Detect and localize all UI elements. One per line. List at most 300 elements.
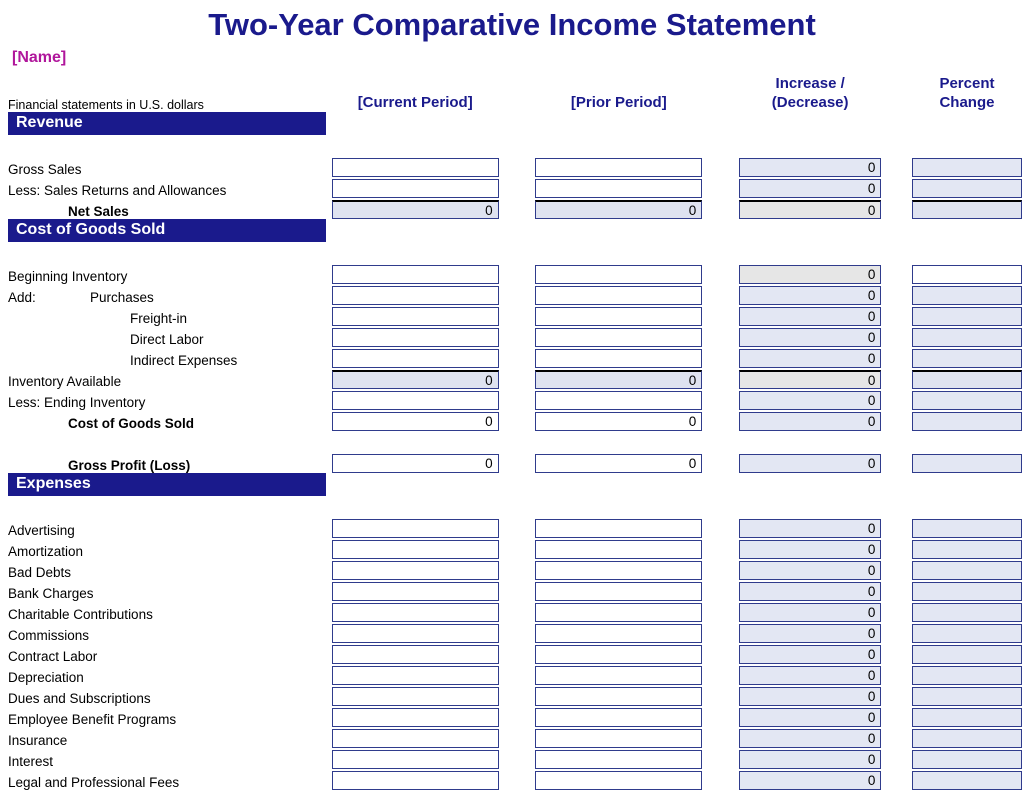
percent-change-value-cell [912, 305, 1022, 326]
row-label: Indirect Expenses [130, 353, 238, 368]
gap [702, 538, 739, 559]
table-row [8, 284, 1022, 305]
section-banner-label: Cost of Goods Sold [8, 219, 326, 242]
gap [881, 601, 912, 622]
increase-decrease-value[interactable]: 0 [739, 265, 882, 284]
current-period-value[interactable] [332, 687, 499, 706]
gap [881, 452, 912, 473]
current-period-value-cell [332, 368, 499, 389]
increase-decrease-value-cell [739, 410, 882, 431]
increase-decrease-value-cell [739, 643, 882, 664]
prior-period-value-cell [535, 559, 702, 580]
gap [499, 517, 536, 538]
gap [499, 68, 536, 112]
increase-decrease-value[interactable]: 0 [739, 286, 882, 305]
current-period-value[interactable] [332, 307, 499, 326]
current-period-value[interactable]: 0 [332, 454, 499, 473]
increase-decrease-value[interactable]: 0 [739, 561, 882, 580]
table-row [8, 643, 1022, 664]
row-label: Less: Sales Returns and Allowances [8, 183, 227, 198]
row-label: Freight-in [130, 311, 188, 326]
gap [702, 727, 739, 748]
prior-period-value-cell [535, 769, 702, 790]
table-row [8, 601, 1022, 622]
increase-decrease-value-cell [739, 389, 882, 410]
percent-change-value[interactable] [912, 603, 1022, 622]
increase-decrease-value[interactable]: 0 [739, 771, 882, 790]
prior-period-value-cell [535, 326, 702, 347]
current-period-value[interactable] [332, 328, 499, 347]
table-row [8, 305, 1022, 326]
current-period-value[interactable]: 0 [332, 412, 499, 431]
gap [499, 452, 536, 473]
current-period-value[interactable] [332, 708, 499, 727]
increase-decrease-value-cell [739, 559, 882, 580]
percent-change-value[interactable] [912, 582, 1022, 601]
percent-change-value-cell [912, 263, 1022, 284]
increase-decrease-value[interactable]: 0 [739, 179, 882, 198]
table-row [8, 263, 1022, 284]
percent-change-value[interactable] [912, 624, 1022, 643]
current-period-value[interactable] [332, 666, 499, 685]
row-label: Cost of Goods Sold [68, 416, 194, 431]
gap [702, 706, 739, 727]
percent-change-value[interactable] [912, 708, 1022, 727]
increase-decrease-value[interactable]: 0 [739, 158, 882, 177]
gap [702, 284, 739, 305]
gap [332, 112, 499, 135]
percent-change-value-cell [912, 622, 1022, 643]
section-banner-revenue [8, 112, 326, 135]
increase-decrease-value[interactable]: 0 [739, 645, 882, 664]
prior-period-value[interactable] [535, 708, 702, 727]
gap [702, 347, 739, 368]
increase-decrease-value[interactable]: 0 [739, 603, 882, 622]
row-label: Gross Sales [8, 162, 82, 177]
company-name-placeholder[interactable]: [Name] [12, 49, 67, 66]
gap [881, 326, 912, 347]
increase-decrease-value-cell [739, 601, 882, 622]
prior-period-value-cell [535, 601, 702, 622]
prior-period-value-cell [535, 368, 702, 389]
gap [739, 473, 882, 496]
column-header-increase-decrease: Increase / (Decrease) [771, 75, 849, 111]
percent-change-value[interactable] [912, 687, 1022, 706]
table-row [8, 452, 1022, 473]
prior-period-value-cell [535, 538, 702, 559]
percent-change-value-cell [912, 198, 1022, 219]
gap [881, 473, 912, 496]
gap [881, 517, 912, 538]
current-period-value-cell [332, 410, 499, 431]
gap [881, 177, 912, 198]
table-row [8, 326, 1022, 347]
row-label: Bank Charges [8, 586, 94, 601]
column-header-prior-period: [Prior Period] [570, 94, 667, 111]
row-label: Dues and Subscriptions [8, 691, 151, 706]
current-period-value[interactable] [332, 561, 499, 580]
table-row [8, 685, 1022, 706]
current-period-value-cell [332, 727, 499, 748]
increase-decrease-value-cell [739, 517, 882, 538]
prior-period-value[interactable] [535, 158, 702, 177]
prior-period-value[interactable] [535, 179, 702, 198]
percent-change-value-cell [912, 685, 1022, 706]
gap [499, 559, 536, 580]
increase-decrease-value-cell [739, 347, 882, 368]
gap [499, 473, 536, 496]
increase-decrease-value[interactable]: 0 [739, 666, 882, 685]
current-period-value[interactable] [332, 645, 499, 664]
row-label: Contract Labor [8, 649, 98, 664]
gap [702, 410, 739, 431]
current-period-value[interactable] [332, 349, 499, 368]
current-period-value-cell [332, 622, 499, 643]
percent-change-value-cell [912, 748, 1022, 769]
gap [881, 198, 912, 219]
current-period-value[interactable] [332, 391, 499, 410]
prior-period-value[interactable] [535, 582, 702, 601]
current-period-value[interactable]: 0 [332, 200, 499, 219]
gap [499, 326, 536, 347]
prior-period-value-cell [535, 389, 702, 410]
prior-period-value[interactable] [535, 391, 702, 410]
increase-decrease-value[interactable]: 0 [739, 750, 882, 769]
increase-decrease-value-cell [739, 727, 882, 748]
percent-change-value-cell [912, 156, 1022, 177]
page-title: Two-Year Comparative Income Statement [208, 7, 816, 42]
prior-period-value[interactable] [535, 771, 702, 790]
current-period-value[interactable] [332, 265, 499, 284]
gap [499, 219, 536, 242]
prior-period-value[interactable] [535, 666, 702, 685]
gap [881, 769, 912, 790]
column-header-percent-change: Percent Change [939, 75, 995, 111]
prior-period-value[interactable] [535, 519, 702, 538]
current-period-value[interactable] [332, 771, 499, 790]
gap [332, 473, 499, 496]
gap [912, 219, 1022, 242]
prior-period-value-cell [535, 198, 702, 219]
gap [499, 156, 536, 177]
gap [881, 284, 912, 305]
current-period-value[interactable] [332, 519, 499, 538]
increase-decrease-value-cell [739, 664, 882, 685]
current-period-value-cell [332, 452, 499, 473]
percent-change-value[interactable] [912, 328, 1022, 347]
section-banner-row [8, 473, 1022, 496]
table-row [8, 410, 1022, 431]
current-period-value-cell [332, 389, 499, 410]
row-label: Depreciation [8, 670, 84, 685]
prior-period-value[interactable] [535, 286, 702, 305]
table-row [8, 368, 1022, 389]
current-period-value[interactable] [332, 603, 499, 622]
percent-change-value[interactable] [912, 540, 1022, 559]
increase-decrease-value[interactable]: 0 [739, 412, 882, 431]
table-row [8, 622, 1022, 643]
table-row [8, 559, 1022, 580]
table-row [8, 156, 1022, 177]
increase-decrease-value[interactable]: 0 [739, 454, 882, 473]
row-label: Less: Ending Inventory [8, 395, 146, 410]
current-period-value[interactable] [332, 582, 499, 601]
gap [499, 706, 536, 727]
section-banner-row [8, 112, 1022, 135]
percent-change-value[interactable] [912, 200, 1022, 219]
prior-period-value-cell [535, 284, 702, 305]
current-period-value-cell [332, 326, 499, 347]
percent-change-value[interactable] [912, 771, 1022, 790]
increase-decrease-value-cell [739, 156, 882, 177]
increase-decrease-value-cell [739, 685, 882, 706]
gap [881, 685, 912, 706]
percent-change-value-cell [912, 727, 1022, 748]
increase-decrease-value-cell [739, 284, 882, 305]
current-period-value-cell [332, 305, 499, 326]
percent-change-value[interactable] [912, 265, 1022, 284]
row-label: Inventory Available [8, 374, 122, 389]
row-label: Gross Profit (Loss) [68, 458, 191, 473]
gap [499, 769, 536, 790]
current-period-value[interactable] [332, 750, 499, 769]
row-label-prefix: Add: [8, 290, 36, 305]
current-period-value-cell [332, 198, 499, 219]
percent-change-value[interactable] [912, 561, 1022, 580]
percent-change-value-cell [912, 538, 1022, 559]
current-period-value-cell [332, 559, 499, 580]
gap [881, 622, 912, 643]
gap [499, 538, 536, 559]
increase-decrease-value[interactable]: 0 [739, 687, 882, 706]
gap [499, 305, 536, 326]
gap [702, 219, 739, 242]
percent-change-value[interactable] [912, 349, 1022, 368]
gap [499, 748, 536, 769]
increase-decrease-value-cell [739, 622, 882, 643]
table-row [8, 727, 1022, 748]
gap [881, 643, 912, 664]
increase-decrease-value-cell [739, 368, 882, 389]
gap [499, 177, 536, 198]
prior-period-value[interactable]: 0 [535, 454, 702, 473]
gap [881, 156, 912, 177]
current-period-value[interactable] [332, 286, 499, 305]
gap [702, 685, 739, 706]
prior-period-value[interactable] [535, 624, 702, 643]
percent-change-value-cell [912, 706, 1022, 727]
percent-change-value[interactable] [912, 307, 1022, 326]
gap [535, 112, 702, 135]
gap [881, 347, 912, 368]
percent-change-value[interactable] [912, 519, 1022, 538]
section-banner-label: Revenue [8, 112, 326, 135]
gap [499, 643, 536, 664]
increase-decrease-value-cell [739, 452, 882, 473]
prior-period-value[interactable]: 0 [535, 200, 702, 219]
prior-period-value[interactable] [535, 307, 702, 326]
prior-period-value[interactable] [535, 561, 702, 580]
gap [739, 219, 882, 242]
spacer [8, 496, 1022, 517]
prior-period-value-cell [535, 580, 702, 601]
increase-decrease-value[interactable]: 0 [739, 200, 882, 219]
percent-change-value[interactable] [912, 729, 1022, 748]
row-label: Charitable Contributions [8, 607, 153, 622]
gap [499, 685, 536, 706]
percent-change-value-cell [912, 580, 1022, 601]
increase-decrease-value[interactable]: 0 [739, 540, 882, 559]
percent-change-value[interactable] [912, 370, 1022, 389]
gap [499, 580, 536, 601]
prior-period-value-cell [535, 664, 702, 685]
gap [881, 68, 912, 112]
prior-period-value[interactable] [535, 265, 702, 284]
increase-decrease-value[interactable]: 0 [739, 708, 882, 727]
prior-period-value[interactable] [535, 687, 702, 706]
gap [702, 177, 739, 198]
gap [535, 219, 702, 242]
gap [702, 664, 739, 685]
row-label [8, 284, 326, 305]
current-period-value-cell [332, 664, 499, 685]
gap [702, 263, 739, 284]
table-row [8, 769, 1022, 790]
increase-decrease-value-cell [739, 706, 882, 727]
increase-decrease-value-cell [739, 326, 882, 347]
row-label: Bad Debts [8, 565, 72, 580]
current-period-value[interactable] [332, 179, 499, 198]
gap [499, 664, 536, 685]
percent-change-value-cell [912, 517, 1022, 538]
gap [881, 559, 912, 580]
percent-change-value-cell [912, 368, 1022, 389]
percent-change-value[interactable] [912, 750, 1022, 769]
current-period-value-cell [332, 156, 499, 177]
table-row [8, 198, 1022, 219]
increase-decrease-value-cell [739, 177, 882, 198]
gap [739, 112, 882, 135]
percent-change-value[interactable] [912, 645, 1022, 664]
gap [499, 601, 536, 622]
prior-period-value-cell [535, 410, 702, 431]
percent-change-value-cell [912, 559, 1022, 580]
spacer [8, 135, 1022, 156]
section-banner-row [8, 219, 1022, 242]
percent-change-value[interactable] [912, 666, 1022, 685]
increase-decrease-value[interactable]: 0 [739, 582, 882, 601]
percent-change-value-cell [912, 769, 1022, 790]
increase-decrease-value-cell [739, 305, 882, 326]
increase-decrease-value[interactable]: 0 [739, 519, 882, 538]
gap [881, 263, 912, 284]
gap [499, 727, 536, 748]
increase-decrease-value[interactable]: 0 [739, 729, 882, 748]
row-label: Legal and Professional Fees [8, 775, 180, 790]
percent-change-value[interactable] [912, 454, 1022, 473]
prior-period-value[interactable] [535, 328, 702, 347]
current-period-value-cell [332, 263, 499, 284]
current-period-value[interactable] [332, 158, 499, 177]
row-label-text: Purchases [90, 290, 154, 305]
table-row [8, 580, 1022, 601]
gap [702, 517, 739, 538]
increase-decrease-value[interactable]: 0 [739, 624, 882, 643]
prior-period-value[interactable]: 0 [535, 412, 702, 431]
prior-period-value[interactable]: 0 [535, 370, 702, 389]
percent-change-value-cell [912, 410, 1022, 431]
prior-period-value[interactable] [535, 540, 702, 559]
gap [881, 538, 912, 559]
gap [881, 664, 912, 685]
current-period-value[interactable] [332, 624, 499, 643]
prior-period-value-cell [535, 347, 702, 368]
current-period-value-cell [332, 748, 499, 769]
current-period-value-cell [332, 517, 499, 538]
prior-period-value-cell [535, 177, 702, 198]
prior-period-value-cell [535, 517, 702, 538]
increase-decrease-value[interactable]: 0 [739, 349, 882, 368]
gap [702, 473, 739, 496]
gap [702, 156, 739, 177]
percent-change-value[interactable] [912, 286, 1022, 305]
prior-period-value[interactable] [535, 603, 702, 622]
gap [499, 347, 536, 368]
current-period-value-cell [332, 706, 499, 727]
gap [881, 748, 912, 769]
increase-decrease-value[interactable]: 0 [739, 307, 882, 326]
increase-decrease-value[interactable]: 0 [739, 370, 882, 389]
current-period-value-cell [332, 685, 499, 706]
prior-period-value[interactable] [535, 729, 702, 748]
gap [881, 368, 912, 389]
percent-change-value-cell [912, 452, 1022, 473]
row-label: Commissions [8, 628, 90, 643]
gap [499, 284, 536, 305]
prior-period-value[interactable] [535, 645, 702, 664]
table-row [8, 347, 1022, 368]
gap [702, 559, 739, 580]
percent-change-value[interactable] [912, 158, 1022, 177]
percent-change-value[interactable] [912, 179, 1022, 198]
current-period-value[interactable] [332, 540, 499, 559]
current-period-value[interactable] [332, 729, 499, 748]
prior-period-value[interactable] [535, 349, 702, 368]
gap [499, 410, 536, 431]
increase-decrease-value[interactable]: 0 [739, 328, 882, 347]
current-period-value-cell [332, 580, 499, 601]
gap [499, 198, 536, 219]
gap [912, 473, 1022, 496]
row-label: Net Sales [68, 204, 129, 219]
section-banner-expenses [8, 473, 326, 496]
column-header-row [8, 68, 1022, 112]
increase-decrease-value[interactable]: 0 [739, 391, 882, 410]
prior-period-value-cell [535, 305, 702, 326]
prior-period-value-cell [535, 706, 702, 727]
row-label: Interest [8, 754, 54, 769]
gap [702, 452, 739, 473]
gap [702, 368, 739, 389]
prior-period-value[interactable] [535, 750, 702, 769]
current-period-value[interactable]: 0 [332, 370, 499, 389]
percent-change-value[interactable] [912, 412, 1022, 431]
percent-change-value[interactable] [912, 391, 1022, 410]
percent-change-value-cell [912, 347, 1022, 368]
prior-period-value-cell [535, 643, 702, 664]
table-row [8, 177, 1022, 198]
gap [702, 198, 739, 219]
